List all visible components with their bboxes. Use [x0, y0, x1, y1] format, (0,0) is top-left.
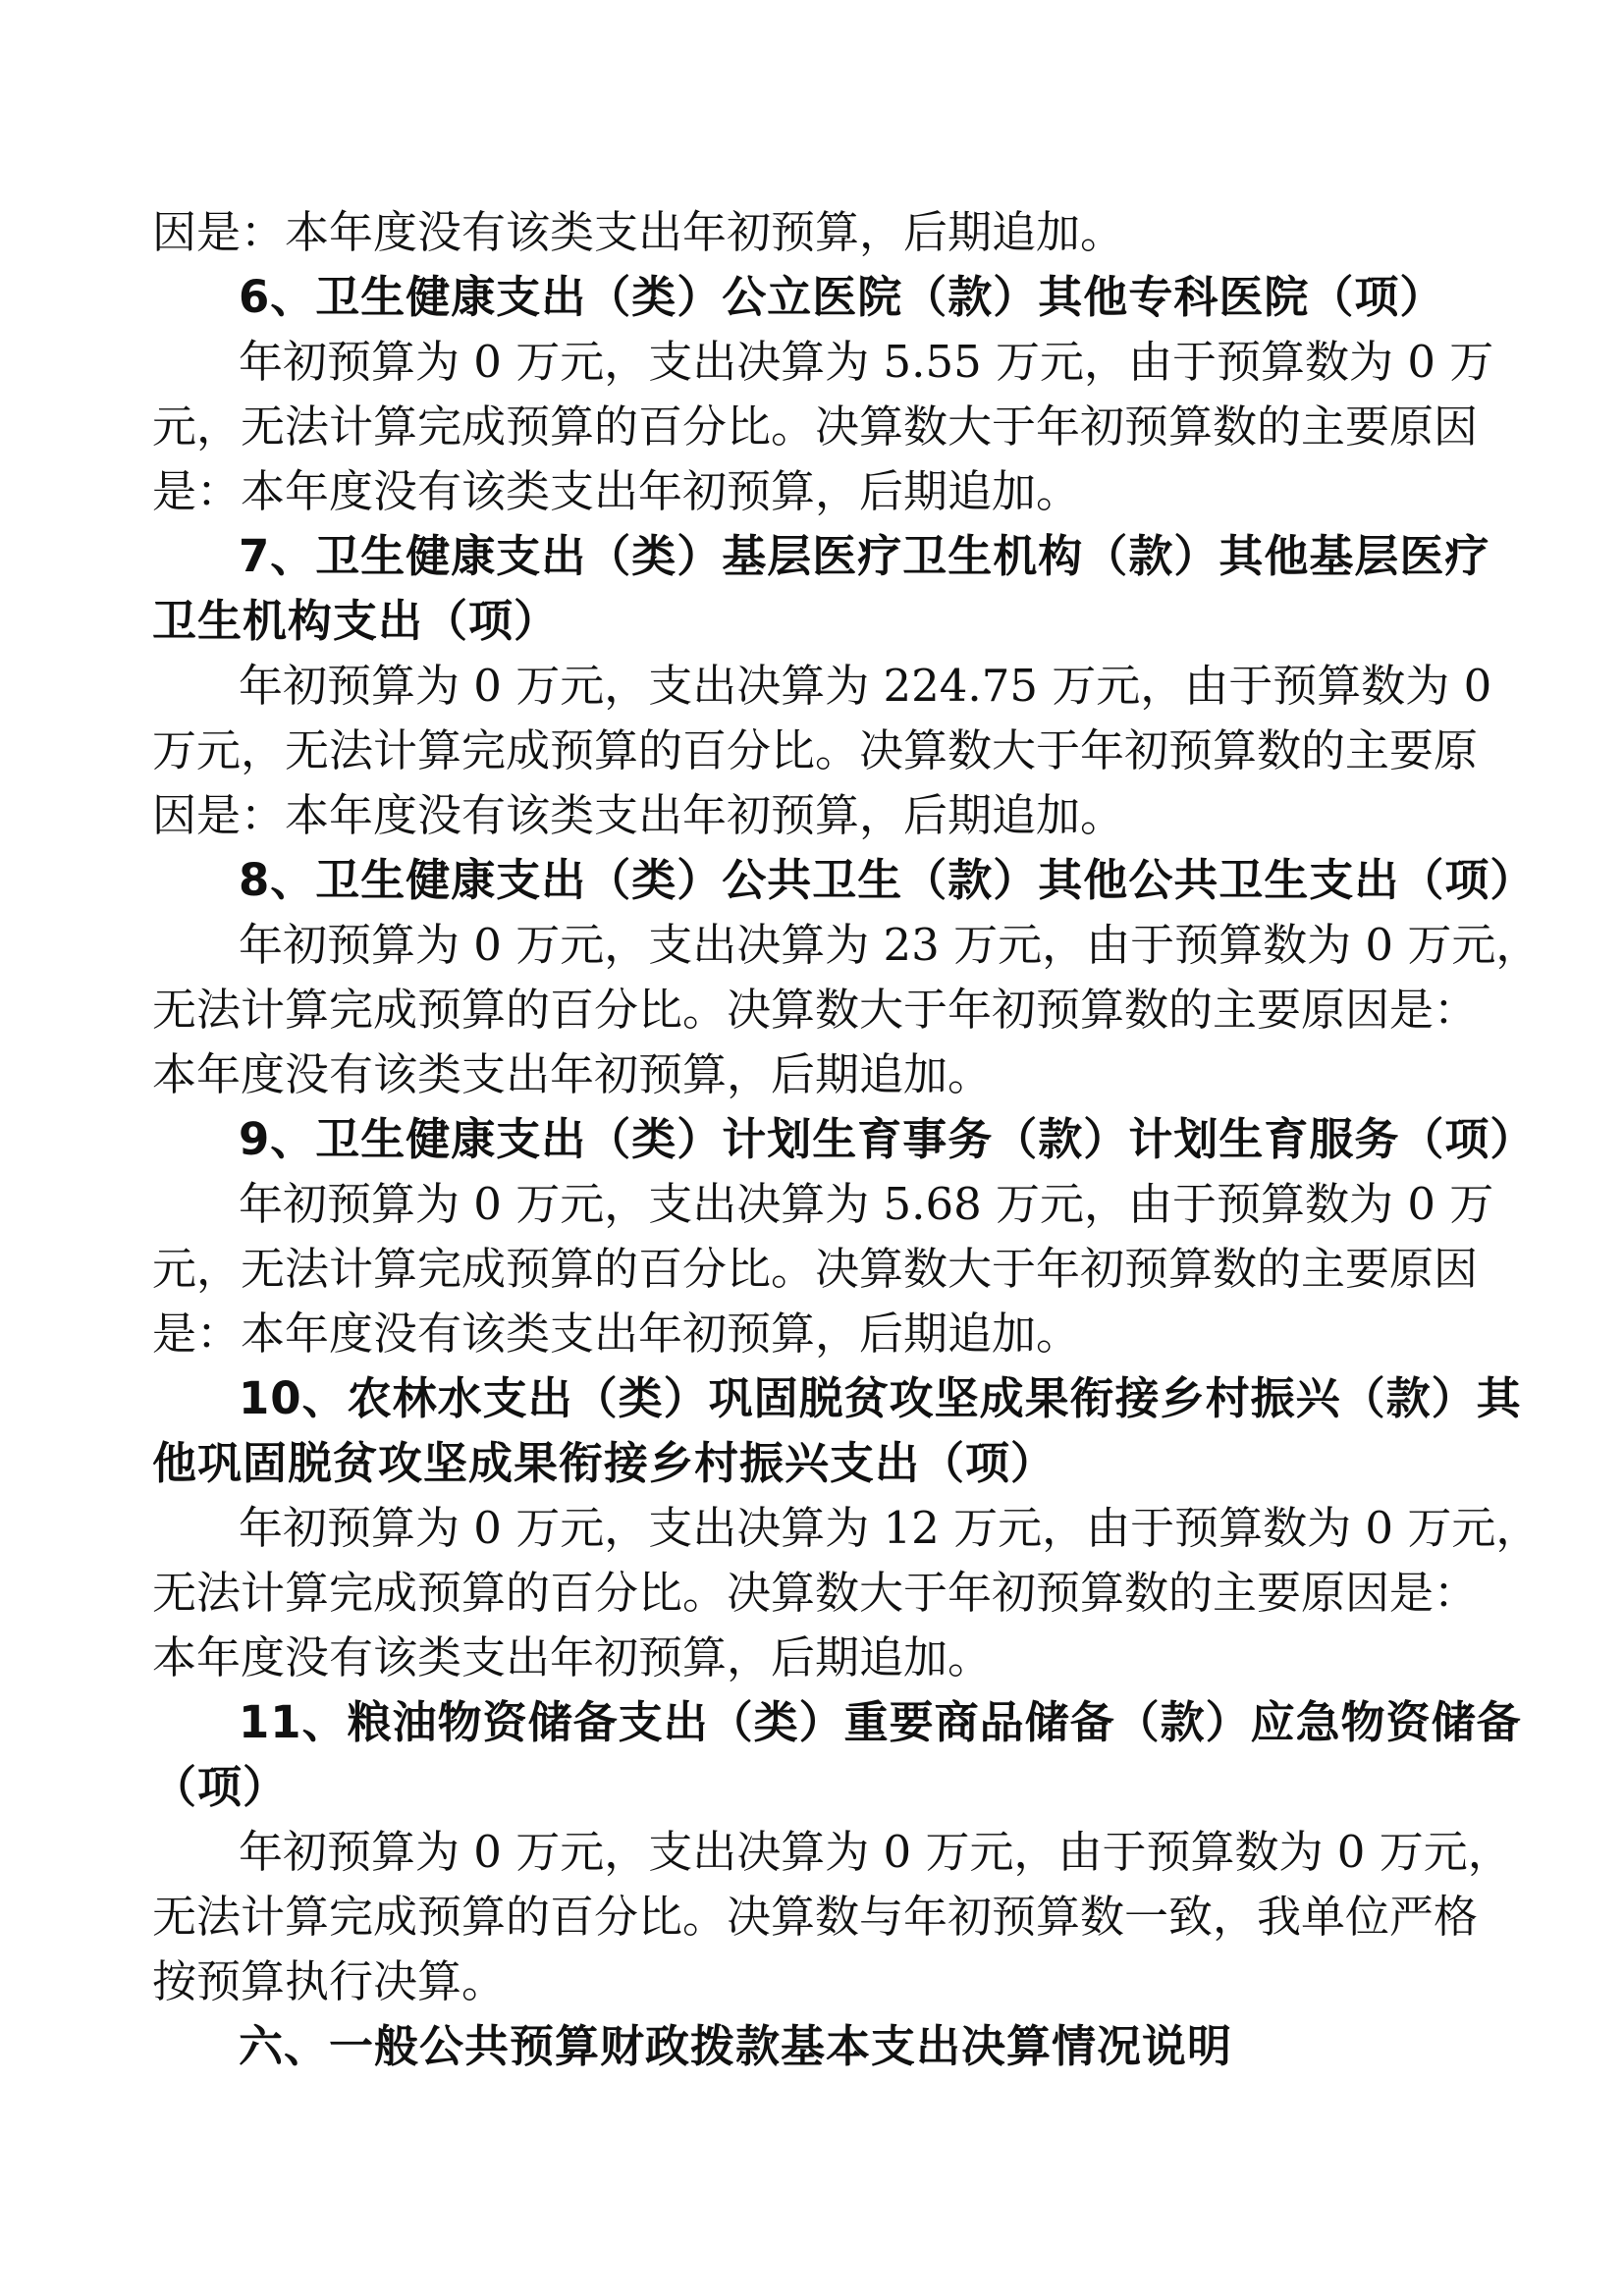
body-text-line: 年初预算为 0 万元，支出决算为 23 万元，由于预算数为 0 万元， [239, 919, 1541, 971]
section-heading-continued: （项） [152, 1761, 289, 1813]
section-heading: 10、农林水支出（类）巩固脱贫攻坚成果衔接乡村振兴（款）其 [239, 1372, 1522, 1424]
body-text-line: 元，无法计算完成预算的百分比。决算数大于年初预算数的主要原因 [152, 400, 1479, 453]
body-text-line: 无法计算完成预算的百分比。决算数大于年初预算数的主要原因是： [152, 984, 1479, 1036]
body-text-line: 年初预算为 0 万元，支出决算为 12 万元，由于预算数为 0 万元， [239, 1502, 1541, 1554]
body-text-line: 元，无法计算完成预算的百分比。决算数大于年初预算数的主要原因 [152, 1243, 1479, 1295]
section-heading-continued: 他巩固脱贫攻坚成果衔接乡村振兴支出（项） [152, 1437, 1056, 1489]
body-text-line: 本年度没有该类支出年初预算，后期追加。 [152, 1631, 993, 1683]
body-text-line: 是：本年度没有该类支出年初预算，后期追加。 [152, 1308, 1081, 1360]
body-text-line: 年初预算为 0 万元，支出决算为 0 万元，由于预算数为 0 万元， [239, 1826, 1512, 1878]
body-text-line: 本年度没有该类支出年初预算，后期追加。 [152, 1048, 993, 1100]
body-text-line: 年初预算为 0 万元，支出决算为 5.55 万元，由于预算数为 0 万 [239, 336, 1494, 388]
body-text-line: 年初预算为 0 万元，支出决算为 224.75 万元，由于预算数为 0 [239, 660, 1492, 712]
body-text-line: 万元，无法计算完成预算的百分比。决算数大于年初预算数的主要原 [152, 724, 1479, 776]
section-heading-continued: 卫生机构支出（项） [152, 595, 560, 647]
section-heading: 7、卫生健康支出（类）基层医疗卫生机构（款）其他基层医疗 [239, 530, 1490, 582]
body-text-line: 年初预算为 0 万元，支出决算为 5.68 万元，由于预算数为 0 万 [239, 1178, 1494, 1230]
body-text-line: 按预算执行决算。 [152, 1955, 507, 2007]
body-text-line: 是：本年度没有该类支出年初预算，后期追加。 [152, 465, 1081, 517]
section-heading: 11、粮油物资储备支出（类）重要商品储备（款）应急物资储备 [239, 1696, 1522, 1748]
section-heading: 6、卫生健康支出（类）公立医院（款）其他专科医院（项） [239, 271, 1445, 323]
body-text-line: 无法计算完成预算的百分比。决算数大于年初预算数的主要原因是： [152, 1567, 1479, 1619]
body-text-line: 因是：本年度没有该类支出年初预算，后期追加。 [152, 789, 1125, 841]
section-heading: 8、卫生健康支出（类）公共卫生（款）其他公共卫生支出（项） [239, 854, 1536, 906]
body-text-line: 无法计算完成预算的百分比。决算数与年初预算数一致，我单位严格 [152, 1891, 1479, 1943]
section-heading: 9、卫生健康支出（类）计划生育事务（款）计划生育服务（项） [239, 1113, 1536, 1165]
chapter-heading: 六、一般公共预算财政拨款基本支出决算情况说明 [239, 2020, 1233, 2072]
body-text-line: 因是：本年度没有该类支出年初预算，后期追加。 [152, 206, 1125, 258]
